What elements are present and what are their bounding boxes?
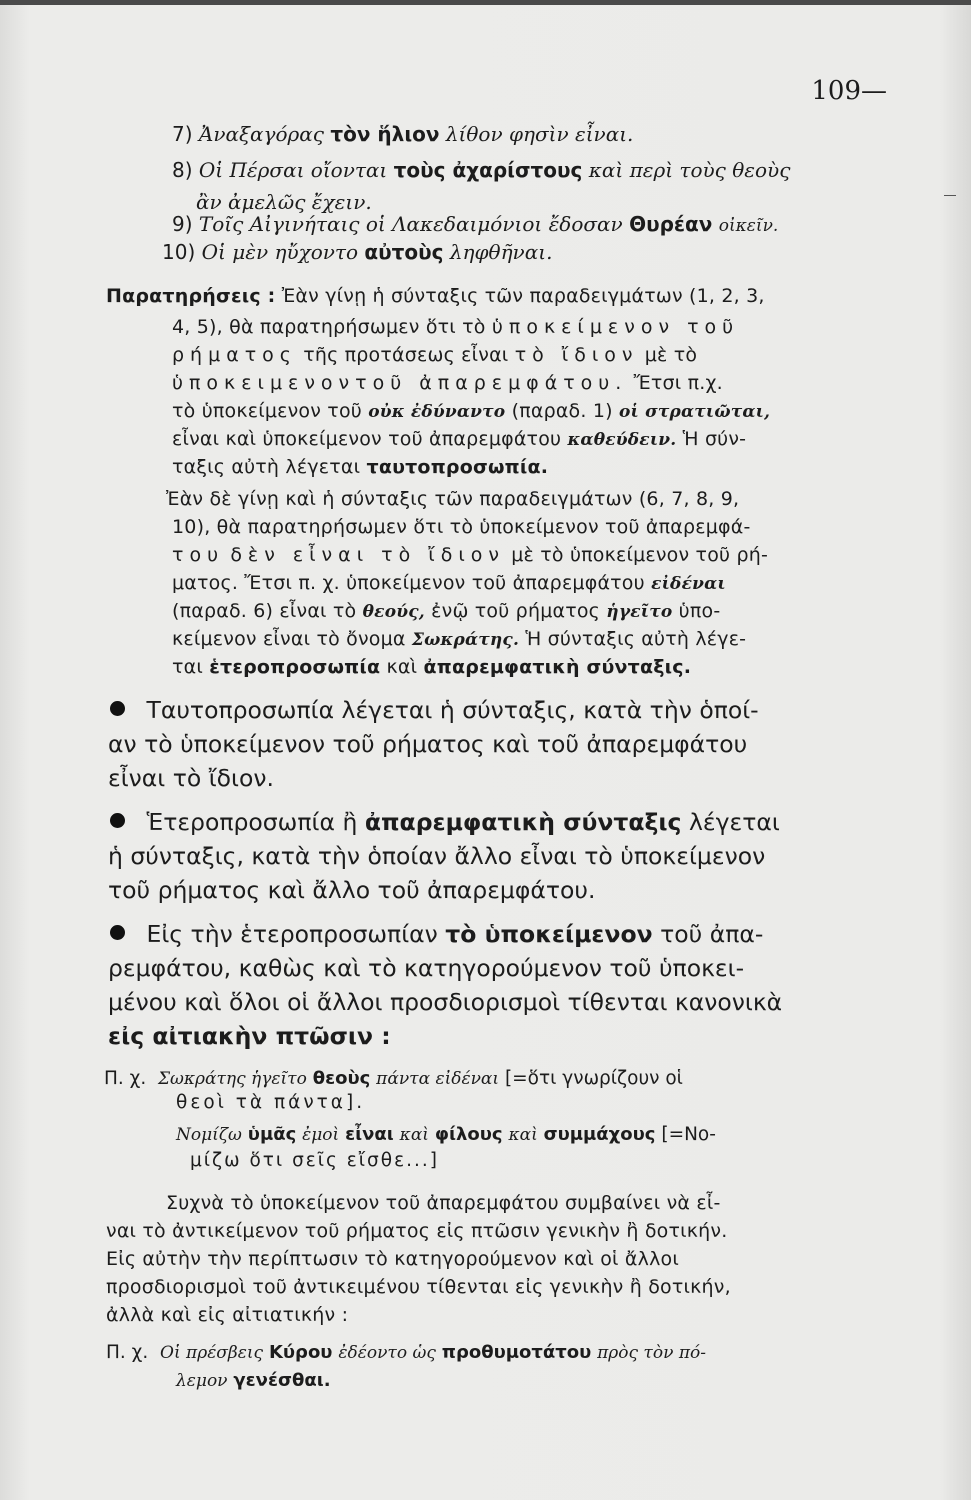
observations-line-13: κείμενον εἶναι τὸ ὄνομα Σωκράτης. Ἡ σύνταξις αὐτὴ λέγε- [172,628,747,650]
rule-1-line-3: εἶναι τὸ ἴδιον. [108,764,274,792]
observations-line-8: Ἐὰν δὲ γίνῃ καὶ ἡ σύνταξις τῶν παραδειγμάτων (6, 7, 8, 9, [166,488,740,510]
example-block-2-line-2: λεμον γενέσθαι. [176,1370,331,1391]
example-block-1-line-4: μίζω ὅτι σεῖς εἴσθε...] [190,1150,439,1171]
bullet-icon [110,813,125,828]
margin-mark [944,195,956,196]
paragraph-line-3: Εἰς αὐτὴν τὴν περίπτωσιν τὸ κατηγορούμενον καὶ οἱ ἄλλοι [106,1248,679,1270]
example-8-continued: ἂν ἀμελῶς ἔχειν. [196,190,372,214]
rule-2-line-3: τοῦ ρήματος καὶ ἄλλο τοῦ ἀπαρεμφάτου. [108,876,596,904]
paragraph-line-2: ναι τὸ ἀντικείμενον τοῦ ρήματος εἰς πτῶσιν γενικὴν ἢ δοτικήν. [106,1220,728,1242]
observations-line-7: ταξις αὐτὴ λέγεται ταυτοπροσωπία. [172,456,549,478]
page-number-dash: — [861,76,887,106]
observations-line-10: του δὲν εἶναι τὸ ἴδιον μὲ τὸ ὑποκείμενον τοῦ ρή- [172,544,769,566]
rule-1-line-2: αν τὸ ὑποκείμενον τοῦ ρήματος καὶ τοῦ ἀπαρεμφάτου [108,730,748,758]
page-number: 109 [811,76,861,106]
top-edge [0,0,971,5]
rule-3-line-2: ρεμφάτου, καθὼς καὶ τὸ κατηγορούμενον τοῦ ὑποκει- [108,954,745,982]
observations-line-1: Παρατηρήσεις : Ἐὰν γίνῃ ἡ σύνταξις τῶν παραδειγμάτων (1, 2, 3, [106,285,765,307]
rule-3-line-1: Εἰς τὴν ἑτεροπροσωπίαν τὸ ὑποκείμενον τοῦ ἀπα- [110,920,763,948]
observations-line-11: ματος. Ἔτσι π. χ. ὑποκείμενον τοῦ ἀπαρεμφάτου εἰδέναι [172,572,726,594]
observations-line-9: 10), θὰ παρατηρήσωμεν ὅτι τὸ ὑποκείμενον τοῦ ἀπαρεμφά- [172,516,751,538]
observations-line-5: τὸ ὑποκείμενον τοῦ οὐκ ἐδύναντο (παραδ. 1) οἱ στρατιῶται, [172,400,771,422]
example-9: 9) Τοῖς Αἰγινήταις οἱ Λακεδαιμόνιοι ἔδοσαν Θυρέαν οἰκεῖν. [172,212,779,236]
rule-2-line-1: Ἑτεροπροσωπία ἢ ἀπαρεμφατικὴ σύνταξις λέγεται [110,808,780,836]
example-7: 7) Ἀναξαγόρας τὸν ἥλιον λίθον φησὶν εἶναι. [172,122,634,146]
paragraph-line-1: Συχνὰ τὸ ὑποκείμενον τοῦ ἀπαρεμφάτου συμβαίνει νὰ εἶ- [166,1192,721,1214]
bullet-icon [110,701,125,716]
observations-line-14: ται ἑτεροπροσωπία καὶ ἀπαρεμφατικὴ σύνταξις. [172,656,692,678]
example-10: 10) Οἱ μὲν ηὔχοντο αὐτοὺς ληφθῆναι. [162,240,553,264]
paragraph-line-5: ἀλλὰ καὶ εἰς αἰτιατικήν : [106,1304,349,1326]
bullet-icon [110,925,125,940]
example-block-1-line-1: Π. χ. Σωκράτης ἡγεῖτο θεοὺς πάντα εἰδέναι [=ὅτι γνωρίζουν οἱ [104,1068,683,1089]
rule-1-line-1: Ταυτοπροσωπία λέγεται ἡ σύνταξις, κατὰ τὴν ὁποί- [110,696,759,724]
observations-line-6: εἶναι καὶ ὑποκείμενον τοῦ ἀπαρεμφάτου καθεύδειν. Ἡ σύν- [172,428,747,450]
observations-line-4: ὑποκειμενοντοῦ ἀπαρεμφάτου. Ἔτσι π.χ. [172,372,723,394]
example-block-1-line-2: θεοὶ τὰ πάντα]. [176,1092,366,1113]
observations-line-12: (παραδ. 6) εἶναι τὸ θεούς, ἐνῷ τοῦ ρήματος ἡγεῖτο ὑπο- [172,600,721,622]
paragraph-line-4: προσδιορισμοὶ τοῦ ἀντικειμένου τίθενται εἰς γενικὴν ἢ δοτικήν, [106,1276,731,1298]
example-block-2-line-1: Π. χ. Οἱ πρέσβεις Κύρου ἐδέοντο ὡς προθυμοτάτου πρὸς τὸν πό- [106,1342,706,1363]
rule-3-line-4: εἰς αἰτιακὴν πτῶσιν : [108,1022,391,1050]
rule-2-line-2: ἡ σύνταξις, κατὰ τὴν ὁποίαν ἄλλο εἶναι τὸ ὑποκείμενον [108,842,766,870]
observations-label: Παρατηρήσεις : [106,285,276,307]
example-block-1-line-3: Νομίζω ὑμᾶς ἐμοὶ εἶναι καὶ φίλους καὶ συμμάχους [=Νο- [176,1124,716,1145]
example-8: 8) Οἱ Πέρσαι οἴονται τοὺς ἀχαρίστους καὶ περὶ τοὺς θεοὺς [172,158,791,182]
observations-line-2: 4, 5), θὰ παρατηρήσωμεν ὅτι τὸ ὑποκείμενον τοῦ [172,316,740,338]
rule-3-line-3: μένου καὶ ὅλοι οἱ ἄλλοι προσδιορισμοὶ τίθενται κανονικὰ [108,988,783,1016]
observations-line-3: ρήματος τῆς προτάσεως εἶναι τὸ ἴδιον μὲ τὸ [172,344,698,366]
